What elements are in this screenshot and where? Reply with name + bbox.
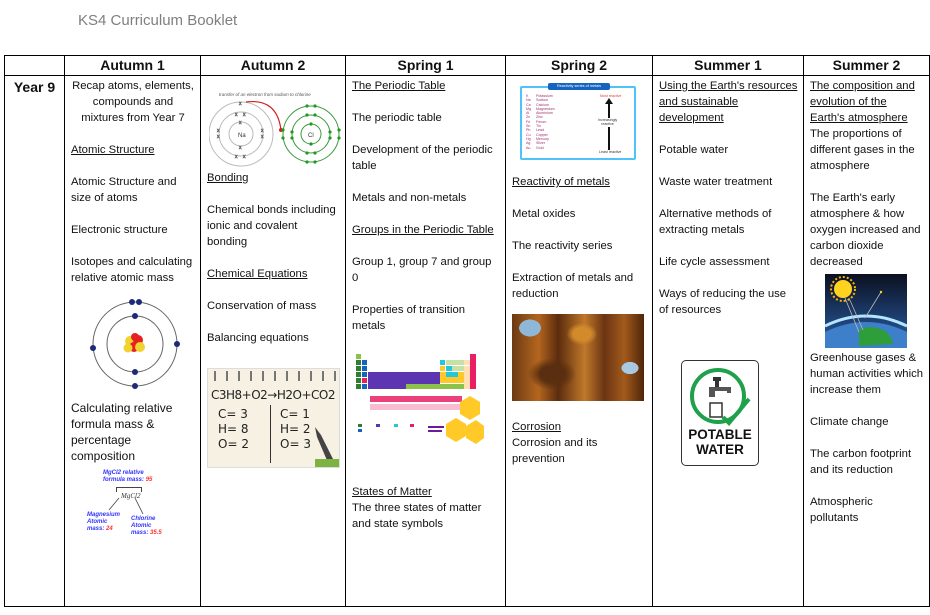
svg-text:Na: Na [238, 133, 246, 139]
periodic-table-image [356, 354, 484, 446]
reactivity-metal: Silver [536, 141, 545, 146]
topic-heading: The Periodic Table [352, 80, 446, 92]
topic-item: Waste water treatment [659, 176, 773, 188]
svg-text:x: x [261, 134, 264, 140]
topic-item: Atomic Structure and size of atoms [71, 176, 177, 204]
header-row [5, 56, 930, 76]
reactivity-symbol: Na [526, 98, 531, 103]
reactivity-metal: Copper [536, 132, 548, 137]
topic-item: Development of the periodic table [352, 144, 493, 172]
reactivity-metal: Ferum [536, 119, 547, 124]
row-label-year-9: Year 9 [5, 76, 65, 607]
topic-item: Conservation of mass [207, 300, 317, 312]
document-title: KS4 Curriculum Booklet [78, 12, 238, 29]
topic-item: Chemical bonds including ionic and covalent bonding [207, 204, 336, 248]
reactivity-metal: Zinc [536, 115, 543, 120]
tap-icon [687, 367, 753, 427]
topic-heading: Using the Earth's resources and sustainable development [659, 80, 798, 124]
cell-summer-1 [653, 76, 804, 607]
svg-text:x: x [239, 145, 242, 151]
reactivity-metal: Magnesium [536, 106, 555, 111]
svg-text:x: x [239, 101, 242, 107]
topic-item: The Earth's early atmosphere & how oxygen increased and carbon dioxide decreased [810, 192, 921, 268]
svg-text:x: x [239, 120, 242, 126]
topic-item: The proportions of different gases in the atmosphere [810, 128, 915, 172]
reactivity-symbol: Pb [526, 128, 531, 133]
topic-item: Extraction of metals and reduction [512, 272, 634, 300]
reactivity-metal: Sodium [536, 98, 549, 103]
reactivity-series-chart-image: Reactivity series of metals K Na Ca Mg Al Zn Fe Sn Pb Cu Hg Ag Au Potassium Sodium Calcium Magnesium Aluminium Zinc Ferum Tin Lead Copper Mercury Silver Gold Most reactive Increasingly reactive Least reactive [520, 86, 636, 160]
topic-heading: Bonding [207, 172, 249, 184]
atom-diagram-image [87, 296, 183, 392]
topic-item: Corrosion and its prevention [512, 437, 598, 465]
cell-spring-1 [346, 76, 506, 607]
reactivity-symbol: Hg [526, 136, 531, 141]
topic-heading: Chemical Equations [207, 268, 308, 280]
potable-water-sign-image: POTABLE WATER [681, 360, 759, 466]
reactivity-metal: Mercury [536, 136, 549, 141]
svg-text:x: x [235, 154, 238, 160]
header-spring-2: Spring 2 [506, 56, 653, 76]
reactivity-symbol: Zn [526, 115, 531, 120]
svg-text:x: x [235, 112, 238, 118]
reactivity-symbol: Cu [526, 132, 531, 137]
topic-item: The three states of matter and state symbols [352, 502, 482, 530]
reactivity-symbol: Mg [526, 106, 531, 111]
topic-item: Atmospheric pollutants [810, 496, 873, 524]
topic-item: Ways of reducing the use of resources [659, 288, 787, 316]
topic-item: The carbon footprint and its reduction [810, 448, 912, 476]
topic-item: Isotopes and calculating relative atomic mass [71, 256, 193, 284]
topic-item: The periodic table [352, 112, 442, 124]
rusted-metal-photo [512, 314, 644, 401]
reactivity-symbol: K [526, 94, 529, 98]
svg-text:x: x [243, 154, 246, 160]
topic-item: The reactivity series [512, 240, 613, 252]
svg-text:x: x [217, 128, 220, 134]
header-autumn-1: Autumn 1 [65, 56, 201, 76]
topic-item: Calculating relative formula mass & percentage composition [71, 401, 173, 463]
svg-text:Cl: Cl [308, 133, 314, 139]
topic-heading: Groups in the Periodic Table [352, 224, 494, 236]
mgcl2-formula-mass-image: MgCl2 relative formula mass: 95 MgCl2 Magnesium Atomic mass: 24 Chlorine Atomic mass: 35.5 [87, 470, 162, 536]
topic-item: Group 1, group 7 and group 0 [352, 256, 492, 284]
reactivity-symbol: Sn [526, 124, 531, 129]
reactivity-symbol: Ag [526, 141, 531, 146]
reactivity-symbol: Au [526, 145, 531, 150]
header-summer-1: Summer 1 [653, 56, 804, 76]
topic-item: Alternative methods of extracting metals [659, 208, 772, 236]
balancing-equation-notepad-image: C3H8+O2→H2O+CO2 C= 3 H= 8 O= 2 C= 1 H= 2 O= 3 [207, 368, 340, 468]
intro-text: Recap atoms, elements, compounds and mixtures from Year 7 [72, 80, 194, 124]
topic-item: Greenhouse gases & human activities which increase them [810, 352, 924, 396]
svg-text:x: x [217, 134, 220, 140]
topic-item: Metals and non-metals [352, 192, 467, 204]
topic-heading: States of Matter [352, 486, 432, 498]
topic-item: Climate change [810, 416, 889, 428]
topic-item: Potable water [659, 144, 729, 156]
header-corner [5, 56, 65, 76]
ionic-bonding-diagram-image: transfer of an electron from sodium to chlorine Na Cl x x x x x x x x x x x [209, 82, 340, 170]
reactivity-metal: Aluminium [536, 111, 553, 116]
header-summer-2: Summer 2 [804, 56, 930, 76]
cell-spring-2 [506, 76, 653, 607]
reactivity-symbol: Ca [526, 102, 531, 107]
svg-text:x: x [261, 128, 264, 134]
topic-item: Electronic structure [71, 224, 168, 236]
svg-text:x: x [243, 112, 246, 118]
reactivity-metal: Calcium [536, 102, 549, 107]
year-9-row [5, 76, 930, 607]
topic-heading: The composition and evolution of the Earth's atmosphere [810, 80, 915, 124]
cell-summer-2 [804, 76, 930, 607]
topic-item: Balancing equations [207, 332, 309, 344]
reactivity-symbol: Al [526, 111, 530, 116]
topic-item: Properties of transition metals [352, 304, 466, 332]
cell-autumn-1 [65, 76, 201, 607]
topic-heading: Reactivity of metals [512, 176, 610, 188]
topic-heading: Atomic Structure [71, 144, 155, 156]
reactivity-metal: Gold [536, 145, 544, 150]
reactivity-metal: Potassium [536, 94, 553, 98]
topic-heading: Corrosion [512, 421, 561, 433]
reactivity-symbol: Fe [526, 119, 531, 124]
reactivity-metal: Tin [536, 124, 541, 129]
topic-item: Life cycle assessment [659, 256, 770, 268]
reactivity-metal: Lead [536, 128, 544, 133]
curriculum-table [4, 55, 930, 607]
topic-item: Metal oxides [512, 208, 576, 220]
cell-autumn-2 [201, 76, 346, 607]
greenhouse-effect-diagram-image [825, 274, 907, 348]
header-spring-1: Spring 1 [346, 56, 506, 76]
header-autumn-2: Autumn 2 [201, 56, 346, 76]
